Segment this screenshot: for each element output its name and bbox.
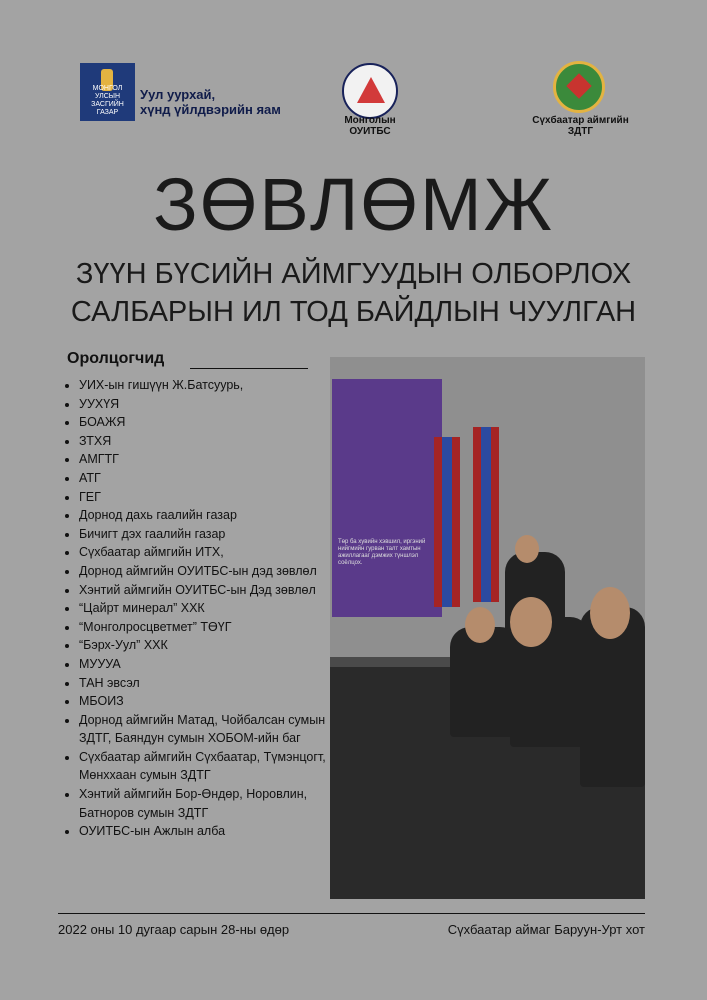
screen-text: Төр ба хувийн хэвшил, иргэний нийгмийн гурван талт хамтын ажиллагааг дэмжих түншлэл соёлцох. [338,539,426,566]
participant-item: • “Бэрх-Уул” ХХК [79,636,344,655]
participant-item: • ЗТХЯ [79,432,344,451]
person-face [465,607,495,643]
person-face [510,597,552,647]
participant-item: • “Монголросцветмет” ТӨҮГ [79,618,344,637]
participant-item: • ГЕГ [79,488,344,507]
participant-item: • МБОИЗ [79,692,344,711]
footer-location: Сүхбаатар аймаг Баруун-Урт хот [447,922,645,937]
diamond-icon [566,73,591,98]
participant-item: • Дорнод аймгийн Матад, Чойбалсан сумын ЗДТГ, Баяндун сумын ХОБОМ-ийн баг [79,711,344,748]
participant-item: • Сүхбаатар аймгийн ИТХ, [79,543,344,562]
participant-item: • Хэнтий аймгийн ОУИТБС-ын Дэд зөвлөл [79,581,344,600]
footer-divider [58,913,645,914]
participant-item: • УУХҮЯ [79,395,344,414]
heading-underline [190,368,308,369]
presentation-screen [332,379,442,617]
ministry-name-line1: Уул уурхай, [140,87,216,102]
eiti-logo-icon [342,63,398,119]
person-face [515,535,539,563]
mongolian-flag-icon [473,427,499,602]
participant-item: • АТГ [79,469,344,488]
sukhbaatar-emblem-icon [553,61,605,113]
participant-item: • ОУИТБС-ын Ажлын алба [79,822,344,841]
participant-item: • Дорнод дахь гаалийн газар [79,506,344,525]
participant-item: • АМГТГ [79,450,344,469]
logo-header [0,55,707,135]
participant-item: • “Цайрт минерал” ХХК [79,599,344,618]
participants-heading: Оролцогчид [67,350,165,367]
government-emblem-text: МОНГОЛ УЛСЫН ЗАСГИЙН ГАЗАР [91,85,124,116]
document-title: ЗӨВЛӨМЖ [153,163,554,246]
footer-date: 2022 оны 10 дугаар сарын 28-ны өдөр [58,922,290,937]
meeting-photo [330,357,645,899]
triangle-icon [357,77,385,103]
subtitle-line-1: ЗҮҮН БҮСИЙН АЙМГУУДЫН ОЛБОРЛОХ [75,258,632,290]
participant-item: • Хэнтий аймгийн Бор-Өндөр, Норовлин, Батноров сумын ЗДТГ [79,785,344,822]
participant-item: • ТАН эвсэл [79,674,344,693]
participant-item: • Сүхбаатар аймгийн Сүхбаатар, Түмэнцогт, Мөнххаан сумын ЗДТГ [79,748,344,785]
mongolian-flag-icon [434,437,460,607]
document-subtitle [0,255,707,331]
participants-list [60,376,344,841]
ministry-name [140,87,281,117]
subtitle-line-2: САЛБАРЫН ИЛ ТОД БАЙДЛЫН ЧУУЛГАН [70,296,637,328]
participant-item: • Бичигт дэх гаалийн газар [79,525,344,544]
ministry-name-line2: хүнд үйлдвэрийн яам [140,102,281,117]
person-face [590,587,630,639]
government-emblem-icon [80,63,135,121]
participant-item: • БОАЖЯ [79,413,344,432]
sukhbaatar-emblem-caption: Сүхбаатар аймгийн ЗДТГ [532,115,629,137]
participant-item: • УИХ-ын гишүүн Ж.Батсуурь, [79,376,344,395]
eiti-logo-caption: Монголын ОУИТБС [344,115,396,137]
participant-item: • МУУУА [79,655,344,674]
participant-item: • Дорнод аймгийн ОУИТБС-ын дэд зөвлөл [79,562,344,581]
